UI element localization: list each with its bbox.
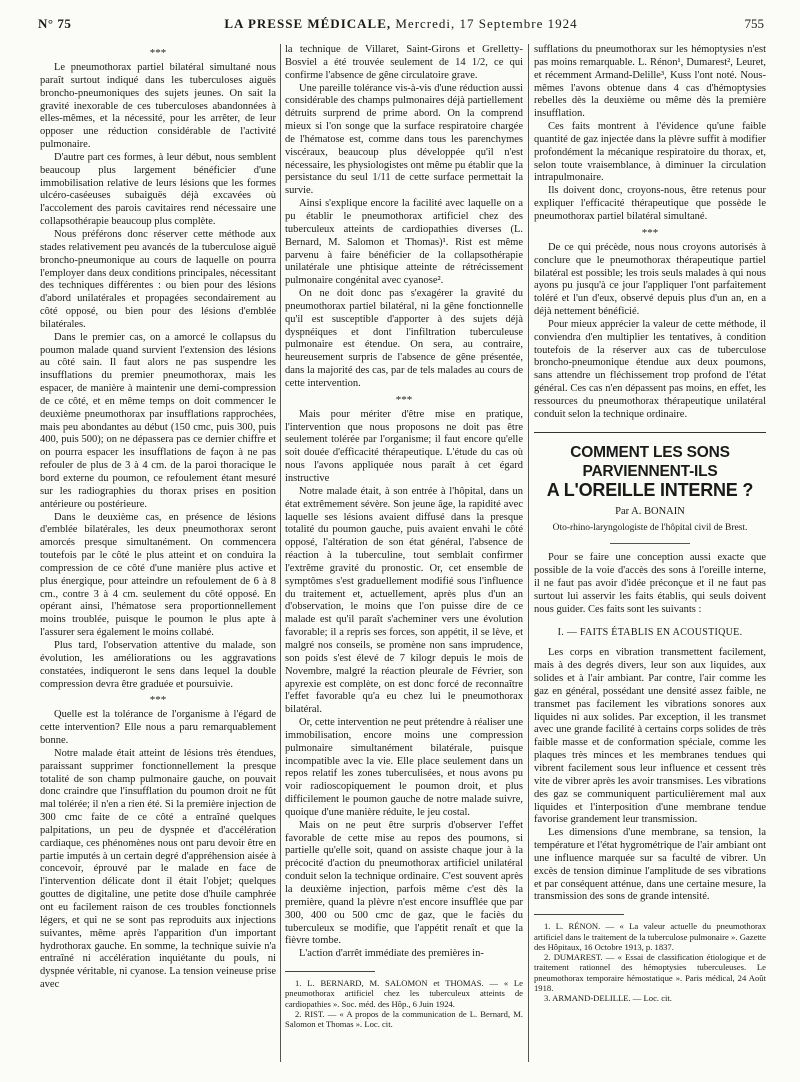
- footnote-rule: [285, 971, 375, 972]
- issue-date: Mercredi, 17 Septembre 1924: [395, 16, 578, 31]
- paragraph: Nous préférons donc réserver cette méthode aux stades relativement peu avancés de la tuberculose aiguë broncho-pneumonique au cours de laquelle on pourra l'employer dans deux conditions principales, nécessitant des techniques différentes : ou bien pour des lésions d'abord unilatérales et propagées secondairement au côté opposé, ou bien pour des lésions d'emblée bilatérales.: [40, 228, 276, 330]
- paragraph: Ces faits montrent à l'évidence qu'une faible quantité de gaz injectée dans la plèvre suffit à modifier profondément la mécanique respiratoire du thorax, et, selon toute vraisemblance, à diminuer la circulation intrapulmonaire.: [534, 121, 766, 184]
- section-ornament: ***: [149, 47, 167, 59]
- paragraph: Une pareille tolérance vis-à-vis d'une réduction aussi considérable des champs pulmonaires déjà partiellement détruits surprend de prime abord. On la comprend mieux si l'on songe que la surface respiratoire chargée de l'hématose est, comme dans tous les parenchymes viscéraux, beaucoup plus développée qu'il n'est nécessaire, les physiologistes ont même pu établir que la persistance du seul 1/11 de cette surface permettait la survie.: [285, 82, 523, 197]
- paragraph: Dans le deuxième cas, en présence de lésions d'emblée bilatérales, les deux pneumothorax seront amorcés presque simultanément. On commencera toutefois par le côté le plus atteint et on conduira la compression de ce côté d'une manière plus active et plus énergique, pour atteindre un refoulement de 6 à 8 cm., contre 3 à 4 cm. seulement du côté opposé. En opérant ainsi, l'hématose sera proportionnellement moins troublée, puisque le poumon le plus apte à l'assurer sera également le moins collabé.: [40, 511, 276, 639]
- paragraph: De ce qui précède, nous nous croyons autorisés à conclure que le pneumothorax thérapeutique partiel bilatéral est possible; les trois seuls malades à qui nous ayons pu jusqu'à ce jour l'appliquer l'ont parfaitement toléré et l'un d'eux, observé depuis plus d'un an, en a déjà nettement bénéficié.: [534, 241, 766, 318]
- paragraph: D'autre part ces formes, à leur début, nous semblent beaucoup plus largement bénéficier d'une immobilisation relative de leurs lésions que les formes ulcéro-caséeuses subaiguës déjà excavées où l'accolement des parois cavitaires rend nécessaire une collapsothérapie beaucoup plus complète.: [40, 151, 276, 228]
- byline-rule: [610, 543, 690, 544]
- paragraph: Mais pour mériter d'être mise en pratique, l'intervention que nous proposons ne doit pas être seulement tolérée par l'organisme; il faut encore qu'elle soit douée d'efficacité thérapeutique. L'étude du cas où nous l'avons appliquée nous paraît à cet égard instructive: [285, 408, 523, 484]
- footnote: 2. RIST. — « A propos de la communication de L. Bernard, M. Salomon et Thomas ». Loc. cit.: [285, 1008, 523, 1030]
- issue-number: N° 75: [38, 16, 72, 31]
- page-header: [38, 12, 764, 34]
- journal-name: LA PRESSE MÉDICALE,: [224, 16, 392, 31]
- section-ornament: ***: [395, 393, 413, 406]
- paragraph: Dans le premier cas, on a amorcé le collapsus du poumon malade quand survient l'extension des lésions au côté sain. Il faut alors ne pas suspendre les insufflations du premier pneumothorax, mais les espacer, de manière à maintenir une demi-compression de ce côté, et en même temps on doit commencer le deuxième pneumothorax par insufflations rapprochées, mais peu abondantes au début (150 cmc, puis 300, puis 400, puis 500); on ne dépassera pas ce dernier chiffre et on pourra espacer les insufflations de façon à ne pas refouler de plus de 3 à 4 cm. de la paroi thoracique le bord externe du poumon, ce refoulement étant mesuré sur les radiographies du thorax prises en position antérieure ou postérieure.: [40, 331, 276, 510]
- paragraph: L'action d'arrêt immédiate des premières in-: [299, 948, 484, 960]
- column-rule-2: [528, 44, 529, 1062]
- paragraph: Ils doivent donc, croyons-nous, être retenus pour expliquer l'efficacité thérapeutique que possède le pneumothorax partiel bilatéral simultané.: [534, 185, 766, 222]
- paragraph: Notre malade était, à son entrée à l'hôpital, dans un état extrêmement sévère. Son jeune âge, la rapidité avec laquelle ses lésions avaient diffusé dans la presque totalité du poumon gauche, puis avaient envahi le côté opposé, l'altération de son état général, l'absence de réaction à la tuberculine, tout semblait confirmer l'extrême gravité du pronostic. Or, cet ensemble de symptômes s'est graduellement modifié sous l'influence du traitement et, actuellement, après plus d'un an d'observation, le moins que l'on puisse dire de ce malade est qu'il paraît s'acheminer vers une évolution favorable; il a repris ses forces, son appétit, il se lève, et malgré nos conseils, se promène non sans imprudence, son poids s'est élevé de 7 kilogr depuis le mois de Novembre, malgré la réaction pleurale de Février, son apyrexie est complète, on est donc forcé de reconnaître l'effet favorable qu'a eu chez lui le pneumothorax bilatéral.: [285, 485, 523, 716]
- article-title-line-1: COMMENT LES SONS PARVIENNENT-ILS: [570, 443, 730, 480]
- paragraph: Quelle est la tolérance de l'organisme à l'égard de cette intervention? Elle nous a paru remarquablement bonne.: [40, 709, 276, 747]
- paragraph: Or, cette intervention ne peut prétendre à réaliser une immobilisation, encore moins une compression pulmonaire simultanément bilatérale, puisque incompatible avec la vie. Elle place seulement dans un repos relatif les zones tuberculisées, et nous avons pu voir radioscopiquement le poumon droit, et plus difficilement le poumon gauche de notre malade suivre, quoique d'une manière réduite, le jeu costal.: [285, 717, 523, 818]
- footnote: 3. ARMAND-DELILLE. — Loc. cit.: [544, 993, 672, 1004]
- paragraph: Pour se faire une conception aussi exacte que possible de la voie d'accès des sons à l'oreille interne, il ne faut pas avoir d'idée préconçue et il ne faut pas surtout lui asservir les faits établis, qui seuls doivent nous guider. Ces faits sont les suivants :: [534, 552, 766, 615]
- paragraph: Les corps en vibration transmettent facilement, mais à des degrés divers, leur son aux liquides, aux solides et à l'air ambiant. Par contre, l'air comme les gaz en général, possédant une densité assez faible, ne transmet pas facilement les vibrations sonores aux liquides ni aux solides. Par exception, il les transmet avec une grande facilité à certains corps solides de très faible masse et de conformation spéciale, comme les plaques très minces et les membranes tendues qui vibrent facilement sous leur influence et cessent très vite de vibrer après les avoir transmises. Les vibrations des gaz se communiquent particulièrement mal aux liquides et l'interposition d'une membrane tendue favorise grandement leur transmission.: [534, 647, 766, 826]
- paragraph: Pour mieux apprécier la valeur de cette méthode, il conviendra d'en multiplier les tentatives, à condition toutefois de la réserver aux cas de tuberculose broncho-pneumonique étendue aux deux poumons, sans attendre un fléchissement trop profond de l'état général. Ces cas n'en dépassent pas moins, en effet, les ressources du pneumothorax thérapeutique unilatéral conduit selon la technique ordinaire.: [534, 318, 766, 420]
- paragraph: Le pneumothorax partiel bilatéral simultané nous paraît surtout indiqué dans les tuberculoses aiguës broncho-pneumoniques des sujets jeunes. On sait la gravité inexorable de ces tuberculoses abandonnées à elles-mêmes, et la nécessité, pour les arrêter, de leur opposer une réduction considérable de l'activité pulmonaire.: [40, 62, 276, 151]
- footnote: 2. DUMAREST. — « Essai de classification étiologique et de traitement rationnel des hémoptysies tuberculeuses. Le pneumothorax temporaire hémostatique ». Paris médical, 24 Août 1918.: [534, 952, 766, 994]
- article-title-line-2: A L'OREILLE INTERNE ?: [546, 479, 754, 500]
- paragraph: Ainsi s'explique encore la facilité avec laquelle on a pu établir le pneumothorax artificiel chez des tuberculeux atteints de cardiopathies diverses (L. Bernard, M. Salomon et Thomas)¹. Rist est même parvenu à faire bénéficier de la collapsothérapie unilatérale une phtisique atteinte de rétrécissement pulmonaire congénital avec cyanose².: [285, 198, 523, 287]
- column-rule-1: [280, 44, 281, 1062]
- paragraph: la technique de Villaret, Saint-Girons et Grelletty-Bosviel a été trouvée seulement de 14 1/2, ce qui confirme l'absence de gêne circulatoire grave.: [285, 44, 523, 81]
- footnotes: [285, 978, 523, 1029]
- footnote-rule: [534, 914, 624, 915]
- section-heading: I. — FAITS ÉTABLIS EN ACOUSTIQUE.: [557, 626, 743, 638]
- section-ornament: ***: [149, 694, 167, 707]
- paragraph: On ne doit donc pas s'exagérer la gravité du pneumothorax partiel bilatéral, ni la gêne fonctionnelle qu'il est susceptible d'apporter à des sujets déjà dyspnéiques et dont l'infiltration tuberculeuse pulmonaire est étendue. On sera, au contraire, heureusement surpris de l'absence de gêne présentée, dans la majorité des cas, par de tels malades au cours de cette intervention.: [285, 288, 523, 389]
- column-2: [285, 44, 523, 1030]
- author-affiliation: Oto-rhino-laryngologiste de l'hôpital civil de Brest.: [552, 523, 748, 534]
- footnote: 1. L. BERNARD, M. SALOMON et THOMAS. — « Le pneumothorax artificiel chez les tuberculeux atteints de cardiopathies ». Soc. méd. des Hôp., 6 Juin 1924.: [285, 978, 523, 1009]
- section-ornament: ***: [641, 226, 659, 239]
- footnote: 1. L. RÉNON. — « La valeur actuelle du pneumothorax artificiel dans le traitement de la tuberculose pulmonaire ». Gazette des Hôpitaux, 16 Octobre 1913, p. 1837.: [534, 921, 766, 952]
- paragraph: Mais on ne peut être surpris d'observer l'effet favorable de cette mise au repos des poumons, si partielle qu'elle soit, quand on assiste chaque jour à la précocité d'action du pneumothorax artificiel unilatéral conduit selon la technique ordinaire. C'est souvent après la deuxième injection, parfois même c'est dès la première, quand la plèvre n'est encore insufflée que par 300, 400 ou 500 cmc de gaz, que le faciès du tuberculeux se modifie, que l'appétit renaît et que la fièvre tombe.: [285, 819, 523, 947]
- column-3: [534, 44, 766, 1004]
- footnotes: [534, 921, 766, 1003]
- paragraph: Les dimensions d'une membrane, sa tension, la température et l'état hygrométrique de l'air ambiant ont une influence marquée sur sa faculté de vibrer. Un excès de tension diminue l'amplitude de ses vibrations et par conséquent atténue, dans une certaine mesure, la transmission des sons de grande intensité.: [534, 827, 766, 903]
- article-byline: Par A. BONAIN: [615, 505, 685, 517]
- paragraph: Plus tard, l'observation attentive du malade, son évolution, les améliorations ou les aggravations constatées, indiqueront le sens dans lequel la double compression devra être graduée et poursuivie.: [40, 639, 276, 690]
- column-1: [40, 44, 276, 992]
- running-title: [38, 16, 764, 32]
- article-divider: [534, 432, 766, 433]
- page-number: 755: [744, 16, 764, 31]
- paragraph: sufflations du pneumothorax sur les hémoptysies n'est pas moins remarquable. L. Rénon¹, Dumarest², Leuret, et récemment Armand-Delille³, Kuss l'ont noté. Nous-mêmes l'avons obtenue dans 4 cas d'hémoptysies rebelles dès la deuxième ou même dès la première insufflation.: [534, 44, 766, 120]
- paragraph: Notre malade était atteint de lésions très étendues, paraissant supprimer fonctionnellement la presque totalité de son champ pulmonaire gauche, on pouvait donc craindre que l'insufflation du poumon droit ne fût mal tolérée; il n'en a rien été. Si la première injection de 300 cmc faite de ce côté a entraîné quelques palpitations, un peu de dyspnée et d'accélération cardiaque, ces phénomènes nous ont paru devoir être en partie imputés à un certain degré d'appréhension aisée à concevoir, éprouvé par le malade en face de l'intervention délicate dont il était l'objet; quelques gouttes de digitaline, une petite dose d'huile camphrée ont eu facilement raison de ces troubles fonctionnels légers, et qui ne se sont pas reproduits aux injections suivantes, même après l'apparition d'un important hydrothorax gauche. En somme, la technique suivie n'a entraîné ni accélération inquiétante du pouls, ni dyspnée véritable, ni cyanose. La tension veineuse prise avec: [40, 747, 276, 991]
